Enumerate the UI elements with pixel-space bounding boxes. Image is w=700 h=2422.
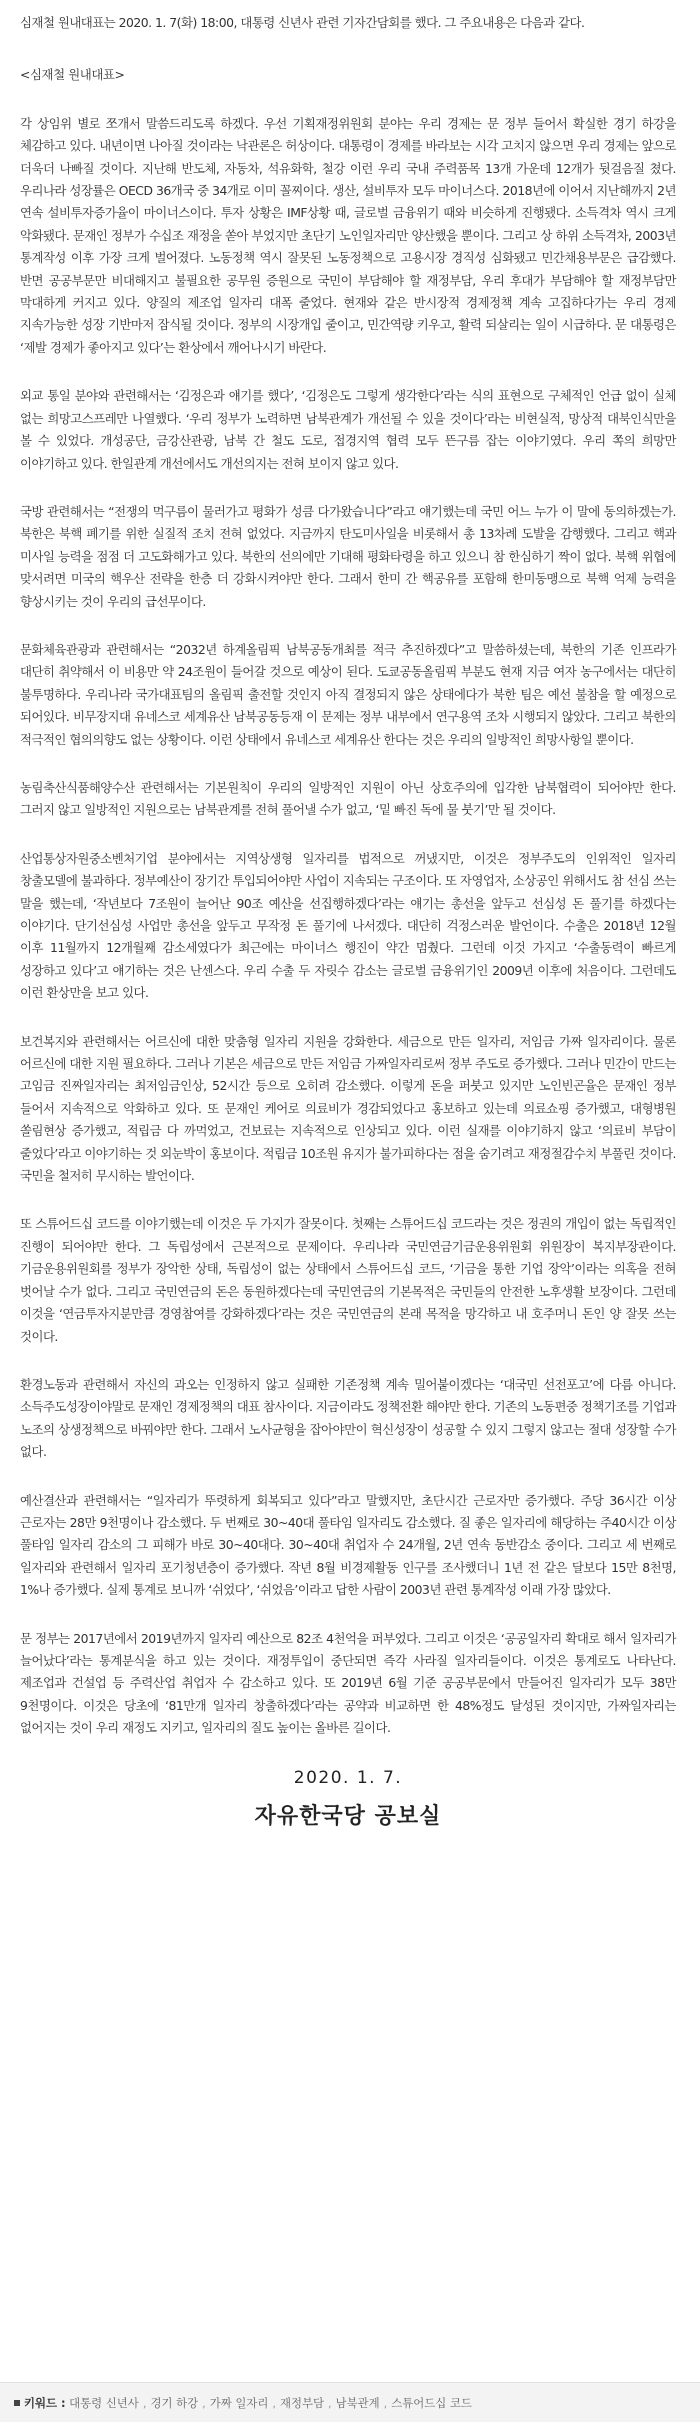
paragraph-agriculture: 농림축산식품해양수산 관련해서는 기본원칙이 우리의 일방적인 지원이 아닌 상호주의에 입각한 남북협력이 되어야만 한다. 그러지 않고 일방적인 지원으로는 남북관계를 전혀 풀어낼 수가 없고, ‘밑 빠진 독에 물 붓기’만 될 것이다. bbox=[20, 779, 676, 818]
keyword-separator: , bbox=[272, 2396, 276, 2410]
keyword-link[interactable]: 대통령 신년사 bbox=[69, 2396, 139, 2410]
intro-text: 심재철 원내대표는 2020. 1. 7(화) 18:00, 대통령 신년사 관련 기자간담회를 했다. 그 주요내용은 다음과 같다. bbox=[20, 15, 585, 30]
keyword-link[interactable]: 경기 하강 bbox=[150, 2396, 199, 2410]
paragraph-defense: 국방 관련해서는 “전쟁의 먹구름이 물러가고 평화가 성큼 다가왔습니다”라고 얘기했는데 국민 어느 누가 이 말에 동의하겠는가. 북한은 북핵 폐기를 위한 실질적 조치 전혀 없었다. 지금까지 탄도미사일을 비롯해서 총 13차례 도발을 감행했다. 그리고 핵과 미사일 능력을 점점 더 고도화해가고 있다. 북한의 선의에만 기대해 평화타령을 하고 있으니 참 한심하기 짝이 없다. 북핵 위협에 맞서려면 미국의 핵우산 전략을 한층 더 강화시켜야만 한다. 그래서 한미 간 핵공유를 포함해 한미동맹으로 북핵 억제 능력을 향상시키는 것이 우리의 급선무이다. bbox=[20, 503, 676, 609]
keyword-separator: , bbox=[327, 2396, 332, 2410]
paragraph-budget: 예산결산과 관련해서는 “일자리가 뚜렷하게 회복되고 있다”라고 말했지만, 초단시간 근로자만 증가했다. 주당 36시간 이상 근로자는 28만 9천명이나 감소했다. 두 번째로 30~40대 풀타임 일자리도 감소했다. 질 좋은 일자리에 해당하는 주40시간 이상 풀타임 일자리 감소의 그 피해가 바로 30~40대다. 30~40대 취업자 수 24개월, 2년 연속 동반감소 중이다. 그리고 세 번째로 일자리와 관련해서 일자리 포기청년층이 증가했다. 작년 8월 비경제활동 인구를 조사했더니 1년 전 같은 달보다 15만 8천명, 1%나 증가했다. 실제 통계로 보니까 ‘쉬었다’, ‘쉬었음’이라고 답한 사람이 2003년 관련 통계작성 이래 가장 많았다. bbox=[20, 1492, 676, 1598]
paragraph-culture: 문화체육관광과 관련해서는 “2032년 하계올림픽 남북공동개최를 적극 추진하겠다”고 말씀하셨는데, 북한의 기존 인프라가 대단히 취약해서 이 비용만 약 24조원이 들어갈 것으로 예상이 된다. 도쿄공동올림픽 부분도 현재 지금 여자 농구에서는 대단히 불투명하다. 우리나라 국가대표팀의 올림픽 출전할 것인지 아직 결정되지 않은 상태에다가 북한 팀은 예선 불참을 할 예정으로 되어있다. 비무장지대 유네스코 세계유산 남북공동등재 이 문제는 정부 내부에서 연구용역 조차 시행되지 않았다. 그리고 북한의 적극적인 협의의향도 없는 상황이다. 이런 상태에서 유네스코 세계유산 한다는 것은 우리의 일방적인 희망사항일 뿐이다. bbox=[20, 641, 676, 747]
paragraph-economy: 각 상임위 별로 쪼개서 말씀드리도록 하겠다. 우선 기획재정위원회 분야는 우리 경제는 문 정부 들어서 확실한 경기 하강을 체감하고 있다. 내년이면 나아질 것이라는 낙관론은 허상이다. 대통령이 경제를 바라보는 시각 고치지 않으면 우리 경제는 앞으로 더욱더 나빠질 것이다. 지난해 반도체, 자동차, 석유화학, 철강 이런 우리 국내 주력품목 13개 가운데 12개가 뒷걸음질 쳤다. 우리나라 성장률은 OECD 36개국 중 34개로 이미 꼴찌이다. 생산, 설비투자 모두 마이너스다. 2018년에 이어서 지난해까지 2년 연속 설비투자증가율이 마이너스이다. 투자 상황은 IMF상황 때, 글로벌 금융위기 때와 비슷하게 진행됐다. 소득격차 역시 크게 악화됐다. 문재인 정부가 수십조 재정을 쏟아 부었지만 초단기 노인일자리만 양산했을 뿐이다. 그리고 상 하위 소득격차, 2003년 통계작성 이후 가장 크게 벌어졌다. 노동정책 역시 잘못된 노동정책으로 고용시장 경직성 심화됐고 민간채용부문은 급감했다. 반면 공공부문만 비대해지고 불필요한 공무원 증원으로 국민이 부담해야 할 재정부담, 우리 후대가 부담해야 할 재정부담만 막대하게 커지고 있다. 양질의 제조업 일자리 대폭 줄었다. 현재와 같은 반시장적 경제정책 계속 고집하다가는 우리 경제 지속가능한 성장 기반마저 잠식될 것이다. 정부의 시장개입 줄이고, 민간역량 키우고, 활력 되살리는 일이 시급하다. 문 대통령은 ‘제발 경제가 좋아지고 있다’는 환상에서 깨어나시기 바란다. bbox=[20, 115, 676, 355]
keyword-link[interactable]: 가짜 일자리 bbox=[209, 2396, 269, 2410]
paragraph-jobs: 문 정부는 2017년에서 2019년까지 일자리 예산으로 82조 4천억을 퍼부었다. 그리고 이것은 ‘공공일자리 확대로 해서 일자리가 늘어났다’라는 통계분식을 하고 있는 것이다. 재정투입이 중단되면 즉각 사라질 일자리들이다. 이것은 통계로도 나타난다. 제조업과 건설업 등 주력산업 취업자 수 감소하고 있다. 또 2019년 6월 기준 공공부문에서 만들어진 일자리가 모두 38만 9천명이다. 이것은 당초에 ‘81만개 일자리 창출하겠다’라는 공약과 비교하면 한 48%정도 달성된 것이지만, 가짜일자리는 없어지는 것이 우리 재정도 지키고, 일자리의 질도 높이는 올바른 길이다. bbox=[20, 1630, 676, 1736]
release-date: 2020. 1. 7. bbox=[293, 1767, 403, 1788]
keyword-separator: , bbox=[142, 2396, 147, 2410]
keyword-label: 키워드 : bbox=[24, 2396, 66, 2410]
keyword-separator: , bbox=[202, 2396, 206, 2410]
paragraph-stewardship: 또 스튜어드십 코드를 이야기했는데 이것은 두 가지가 잘못이다. 첫째는 스튜어드십 코드라는 것은 정권의 개입이 없는 독립적인 진행이 되어야만 한다. 그 독립성에서 근본적으로 문제이다. 우리나라 국민연금기금운용위원회 위원장이 복지부장관이다. 기금운용위원회를 정부가 장악한 상태, 독립성이 없는 상태에서 스튜어드십 코드, ‘기금을 통한 기업 장악’이라는 의혹을 전혀 벗어날 수가 없다. 그리고 국민연금의 돈은 동원하겠다는데 국민연금의 기본목적은 국민들의 안전한 노후생활 보장이다. 그런데 이것을 ‘연금투자지분만큼 경영참여를 강화하겠다’라는 것은 국민연금의 본래 목적을 망각하고 내 호주머니 돈인 양 잘못 쓰는 것이다. bbox=[20, 1216, 676, 1344]
paragraph-welfare: 보건복지와 관련해서는 어르신에 대한 맞춤형 일자리 지원을 강화한다. 세금으로 만든 일자리, 저임금 가짜 일자리이다. 물론 어르신에 대한 지원 필요하다. 그러나 기본은 세금으로 만든 저임금 가짜일자리로써 정부 주도로 증가했다. 그러나 민간이 만드는 고임금 진짜일자리는 최저임금인상, 52시간 등으로 오히려 감소했다. 이렇게 돈을 퍼붓고 있지만 노인빈곤율은 문재인 정부 들어서 지속적으로 악화하고 있다. 또 문재인 케어로 의료비가 경감되었다고 홍보하고 있는데 의료쇼핑 증가했고, 대형병원 쏠림현상 증가했고, 적립금 다 까먹었고, 건보료는 지속적으로 인상되고 있다. 이런 실재를 이야기하지 않고 ‘의료비 부담이 줄었다’라고 이야기하는 것 외눈박이 홍보이다. 적립금 10조원 유지가 불가피하다는 점을 숨기려고 재정절감수치 부풀린 것이다. 국민을 철저히 무시하는 발언이다. bbox=[20, 1033, 676, 1184]
paragraph-diplomacy: 외교 통일 분야와 관련해서는 ‘김정은과 얘기를 했다’, ‘김정은도 그렇게 생각한다’라는 식의 표현으로 구체적인 언급 없이 실체 없는 희망고스프레만 나열했다. ‘우리 정부가 노력하면 남북관계가 개선될 수 있을 것이다’라는 비현실적, 망상적 대북인식만을 볼 수 있었다. 개성공단, 금강산관광, 남북 간 철도 도로, 접경지역 협력 모두 뜬구름 잡는 이야기였다. 우리 쪽의 희망만 이야기하고 있다. 한일관계 개선에서도 개선의지는 전혀 보이지 않고 있다. bbox=[20, 388, 676, 471]
paragraph-labor: 환경노동과 관련해서 자신의 과오는 인정하지 않고 실패한 기존정책 계속 밀어붙이겠다는 ‘대국민 선전포고’에 다름 아니다. 소득주도성장이야말로 문재인 경제정책의 대표 참사이다. 지금이라도 정책전환 해야만 한다. 기존의 노동편중 정책기조를 기업과 노조의 상생정책으로 바꿔야만 한다. 그래서 노사균형을 잡아야만이 혁신성장이 성공할 수 있지 그렇지 않고는 절대 성장할 수가 없다. bbox=[20, 1376, 677, 1460]
keyword-bar bbox=[0, 2382, 700, 2422]
paragraph-industry: 산업통상자원중소벤처기업 분야에서는 지역상생형 일자리를 법적으로 꺼냈지만, 이것은 정부주도의 인위적인 일자리 창출모델에 불과하다. 정부예산이 장기간 투입되어야만 사업이 지속되는 구조이다. 또 자영업자, 소상공인 위해서도 참 선심 쓰는 말을 했는데, ‘작년보다 7조원이 늘어난 90조 예산을 선집행하겠다’라는 얘기는 총선을 앞두고 선심성 돈 풀기를 하겠다는 이야기다. 단기선심성 사업만 총선을 앞두고 무작정 돈 풀기에 나서겠다. 대단히 걱정스러운 발언이다. 수출은 2018년 12월 이후 11월까지 12개월째 감소세였다가 최근에는 마이너스 행진이 약간 멈췄다. 그런데 이것 가지고 ‘수출동력이 빠르게 성장하고 있다’고 얘기하는 것은 난센스다. 우리 수출 두 자릿수 감소는 글로벌 금융위기인 2009년 이후에 처음이다. 그런데도 이런 환상만을 보고 있다. bbox=[20, 850, 676, 1001]
keyword-separator: , bbox=[383, 2396, 388, 2410]
keyword-link[interactable]: 재정부담 bbox=[279, 2396, 324, 2410]
keyword-link[interactable]: 남북관계 bbox=[335, 2396, 380, 2410]
speaker-label: <심재철 원내대표> bbox=[20, 67, 125, 83]
bullet-square-icon bbox=[14, 2400, 20, 2406]
organization-name: 자유한국당 공보실 bbox=[254, 1803, 442, 1829]
keyword-link[interactable]: 스튜어드십 코드 bbox=[391, 2396, 472, 2410]
